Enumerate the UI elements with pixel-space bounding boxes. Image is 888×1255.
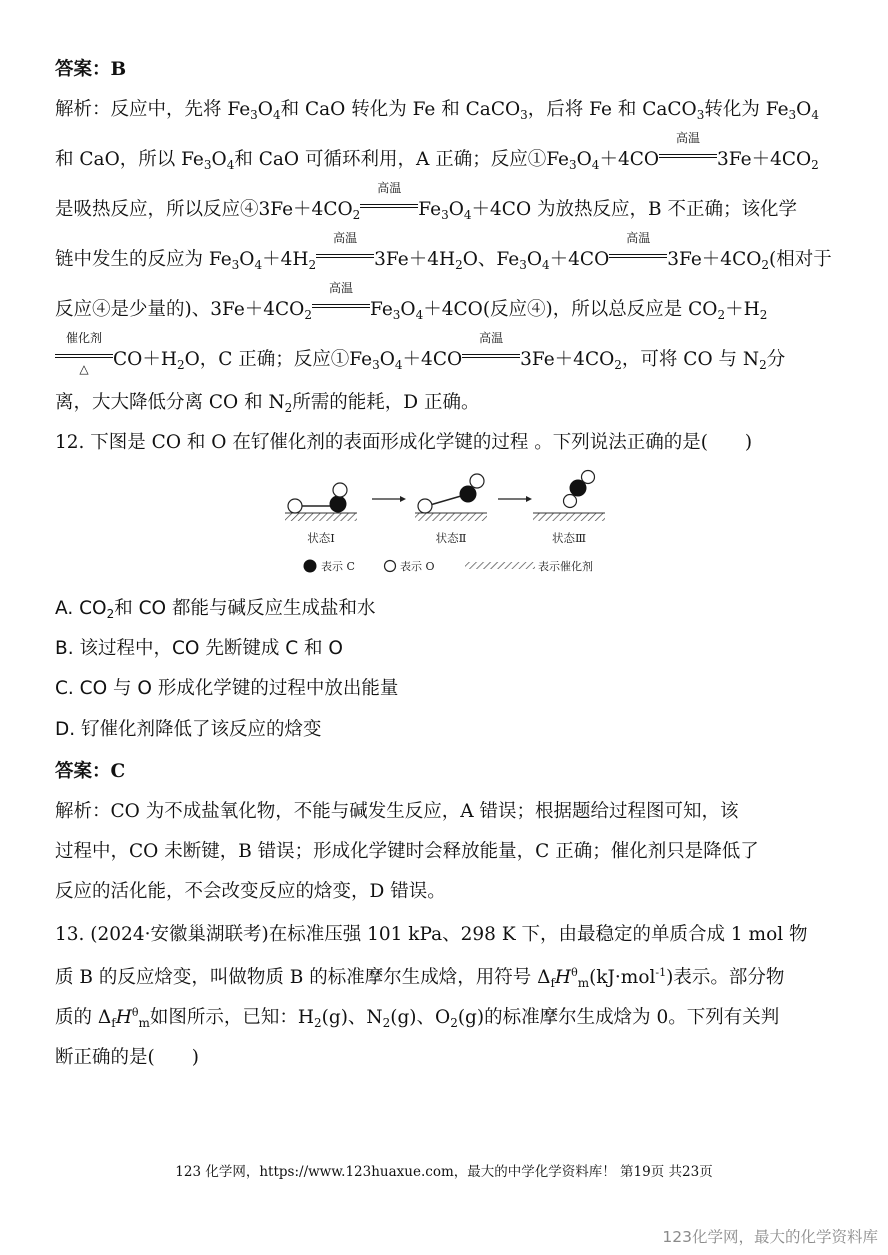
state-1-label: 状态Ⅰ (307, 531, 335, 545)
reaction-condition: 高温 (360, 195, 418, 215)
catalyst-surface (415, 513, 487, 521)
question-stem: 断正确的是( ) (55, 1047, 199, 1068)
reaction-condition: 高温 (609, 245, 667, 265)
option-c: C. CO 与 O 形成化学键的过程中放出能量 (55, 678, 399, 699)
explanation-line: 催化剂 △ $CO+H_2O$，C 正确；反应$①Fe_3O_4+4CO$ 高温 $3Fe+4CO_2$，可将 CO 与 $N_2$分 (55, 345, 845, 373)
oxygen-atom (470, 474, 484, 488)
legend-oxygen-icon (385, 561, 396, 572)
oxygen-atom (288, 499, 302, 513)
legend-catalyst-label: 表示催化剂 (538, 560, 593, 573)
explanation-line: 解析：反应中，先将 $Fe_3O_4$和 CaO 转化为 Fe 和 CaCO$_3$，后将 Fe 和 CaCO$_3$转化为 $Fe_3O_4$ (55, 99, 819, 122)
carbon-atom (330, 496, 347, 513)
state-2-diagram (415, 474, 487, 521)
legend-oxygen-label: 表示 O (400, 560, 435, 573)
state-3-diagram (533, 471, 605, 522)
explanation-line: 过程中，CO 未断键，B 错误；形成化学键时会释放能量，C 正确；催化剂只是降低了 (55, 841, 759, 862)
state-1-diagram (285, 483, 357, 521)
legend-carbon-icon (304, 560, 317, 573)
explanation-line: 反应④是少量的)、$3Fe+4CO_2$ 高温 $Fe_3O_4+4CO$(反应④)，所以总反应是 $CO_2+H_2$ (55, 281, 768, 322)
explanation-line: 离，大大降低分离 CO 和 $N_2$所需的能耗，D 正确。 (55, 392, 480, 415)
catalyst-surface (533, 513, 605, 521)
carbon-atom (460, 486, 477, 503)
option-b: B. 该过程中，CO 先断键成 C 和 O (55, 638, 343, 659)
watermark: 123化学网，最大的化学资料库 (662, 1228, 878, 1246)
legend-carbon-label: 表示 C (321, 560, 355, 573)
reaction-condition: 高温 (462, 345, 520, 365)
oxygen-atom (418, 499, 432, 513)
question-stem: 13. (2024·安徽巢湖联考)在标准压强 101 kPa、298 K 下，由最稳定的单质合成 1 mol 物 (55, 924, 808, 945)
catalyst-process-figure (280, 468, 620, 583)
option-d: D. 钌催化剂降低了该反应的焓变 (55, 719, 322, 740)
answer-line: 答案：C (55, 761, 126, 782)
explanation-line: 反应的活化能，不会改变反应的焓变，D 错误。 (55, 881, 446, 902)
option-a: A. $CO_2$和 CO 都能与碱反应生成盐和水 (55, 598, 376, 621)
explanation-line: 解析：CO 为不成盐氧化物，不能与碱发生反应，A 错误；根据题给过程图可知，该 (55, 801, 739, 822)
state-2-label: 状态Ⅱ (435, 531, 467, 545)
explanation-line: 和 CaO，所以 $Fe_3O_4$和 CaO 可循环利用，A 正确；反应$①Fe_3O_4+4CO$ 高温 $3Fe+4CO_2$ (55, 131, 819, 172)
reaction-condition: 高温 (659, 145, 717, 165)
reaction-condition: 催化剂 △ (55, 345, 113, 365)
answer-line (55, 57, 845, 83)
answer-label: 答案： (55, 59, 111, 80)
oxygen-atom (582, 471, 595, 484)
page-footer: 123 化学网，https://www.123huaxue.com，最大的中学化学资料库！ 第19页 共23页 (175, 1164, 713, 1180)
question-stem: 12. 下图是 CO 和 O 在钌催化剂的表面形成化学键的过程 。下列说法正确的是( ) (55, 432, 753, 453)
oxygen-atom (333, 483, 347, 497)
reaction-condition: 高温 (312, 295, 370, 315)
oxygen-atom (564, 495, 577, 508)
question-stem: 质 B 的反应焓变，叫做物质 B 的标准摩尔生成焓，用符号 $\Delta_fH^\theta_m(kJ\cdot mol^{-1})$表示。部分物 (55, 966, 785, 990)
explanation-line: 是吸热反应，所以反应$④3Fe+4CO_2$ 高温 $Fe_3O_4+4CO$ 为放热反应，B 不正确；该化学 (55, 181, 797, 222)
question-stem: 质的 $\Delta_fH^\theta_m$如图所示，已知：$H_2(g)$、$N_2(g)$、$O_2(g)$的标准摩尔生成焓为 0。下列有关判 (55, 1006, 780, 1030)
legend-catalyst-icon (465, 562, 535, 569)
state-3-label: 状态Ⅲ (551, 531, 587, 545)
catalyst-surface (285, 513, 357, 521)
reaction-condition: 高温 (316, 245, 374, 265)
explanation-line: 链中发生的反应为 $Fe_3O_4+4H_2$ 高温 $3Fe+4H_2O$、$Fe_3O_4+4CO$ 高温 $3Fe+4CO_2$(相对于 (55, 231, 832, 272)
answer-value: B (110, 59, 127, 80)
